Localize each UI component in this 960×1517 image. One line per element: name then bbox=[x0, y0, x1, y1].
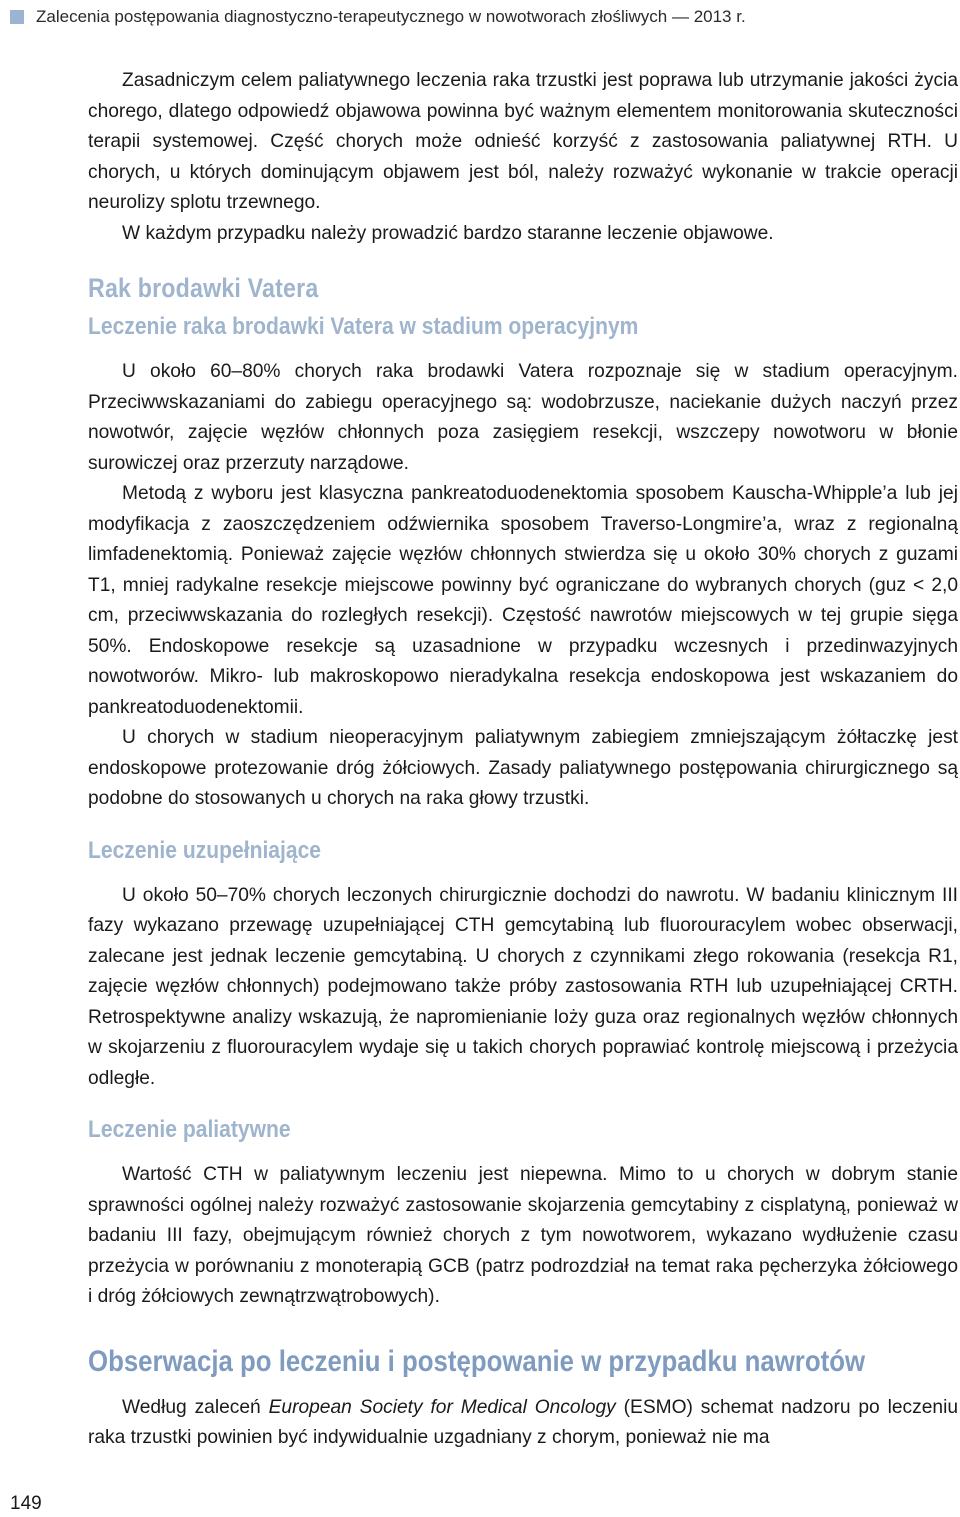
section-title-followup: Obserwacja po leczeniu i postępowanie w przypadku nawrotów bbox=[88, 1344, 866, 1378]
square-bullet-icon bbox=[10, 10, 24, 24]
section-subtitle-vater-operable: Leczenie raka brodawki Vatera w stadium operacyjnym bbox=[88, 313, 639, 340]
section-title-vater: Rak brodawki Vatera bbox=[88, 273, 319, 303]
page-content bbox=[88, 66, 958, 1454]
followup-text-italic: European Society for Medical Oncology bbox=[268, 1396, 616, 1418]
followup-text-before: Według zaleceń bbox=[122, 1396, 269, 1418]
adjuvant-paragraph-1: U około 50–70% chorych leczonych chirurgicznie dochodzi do nawrotu. W badaniu klinicznym III fazy wykazano przewagę uzupełniającej CTH gemcytabiną lub fluorouracylem wobec obserwacji, zalecane jest jednak leczenie gemcytabiną. U chorych z czynnikami złego rokowania (resekcja R1, zajęcie węzłów chłonnych) podejmowano także próby zastosowania RTH lub uzupełniającej CRTH. Retrospektywne analizy wskazują, że napromienianie loży guza oraz regionalnych węzłów chłonnych w skojarzeniu z fluorouracylem wydaje się u takich chorych poprawiać kontrolę miejscową i przeżycia odległe. bbox=[88, 884, 958, 1089]
followup-paragraph-1 bbox=[88, 1393, 958, 1454]
intro-paragraph-2: W każdym przypadku należy prowadzić bardzo staranne leczenie objawowe. bbox=[122, 222, 774, 244]
running-header bbox=[10, 6, 746, 28]
section-title-palliative: Leczenie paliatywne bbox=[88, 1116, 291, 1143]
page-number: 149 bbox=[10, 1493, 42, 1514]
running-header-title: Zalecenia postępowania diagnostyczno-terapeutycznego w nowotworach złośliwych — 2013 r. bbox=[36, 7, 746, 26]
followup-text-after: (ESMO) schemat nadzoru po leczeniu raka trzustki powinien być indywidualnie uzgadniany z chorym, ponieważ nie ma bbox=[88, 1396, 958, 1448]
vater-paragraph-2: Metodą z wyboru jest klasyczna pankreatoduodenektomia sposobem Kauscha-Whipple’a lub jej modyfikacja z zaoszczędzeniem odźwiernika sposobem Traverso-Longmire’a, wraz z regionalną limfadenektomią. Ponieważ zajęcie węzłów chłonnych stwierdza się u około 30% chorych z guzami T1, mniej radykalne resekcje miejscowe powinny być ograniczane do wybranych chorych (guz < 2,0 cm, przeciwwskazania do rozległych resekcji). Częstość nawrotów miejscowych w tej grupie sięga 50%. Endoskopowe resekcje są uzasadnione w przypadku wczesnych i przedinwazyjnych nowotworów. Mikro- lub makroskopowo nieradykalna resekcja endoskopowa jest wskazaniem do pankreatoduodenektomii. bbox=[88, 483, 958, 718]
vater-paragraph-1: U około 60–80% chorych raka brodawki Vatera rozpoznaje się w stadium operacyjnym. Przeciwwskazaniami do zabiegu operacyjnego są: wodobrzusze, naciekanie dużych naczyń przez nowotwór, zajęcie węzłów chłonnych poza zasięgiem resekcji, wszczepy nowotworu w błonie surowiczej oraz przerzuty narządowe. bbox=[88, 361, 958, 474]
vater-paragraph-3: U chorych w stadium nieoperacyjnym paliatywnym zabiegiem zmniejszającym żółtaczkę jest endoskopowe protezowanie dróg żółciowych. Zasady paliatywnego postępowania chirurgicznego są podobne do stosowanych u chorych na raka głowy trzustki. bbox=[88, 727, 958, 809]
section-title-adjuvant: Leczenie uzupełniające bbox=[88, 836, 322, 864]
palliative-paragraph-1: Wartość CTH w paliatywnym leczeniu jest niepewna. Mimo to u chorych w dobrym stanie sprawności ogólnej należy rozważyć zastosowanie skojarzenia gemcytabiny z cisplatyną, ponieważ w badaniu III fazy, obejmującym również chorych z tym nowotworem, wykazano wydłużenie czasu przeżycia w porównaniu z monoterapią GCB (patrz podrozdział na temat raka pęcherzyka żółciowego i dróg żółciowych zewnątrzwątrobowych). bbox=[88, 1164, 958, 1307]
intro-paragraph-1: Zasadniczym celem paliatywnego leczenia raka trzustki jest poprawa lub utrzymanie jakości życia chorego, dlatego odpowiedź objawowa powinna być ważnym elementem monitorowania skuteczności terapii systemowej. Część chorych może odnieść korzyść z zastosowania paliatywnej RTH. U chorych, u których dominującym objawem jest ból, należy rozważyć wykonanie w trakcie operacji neurolizy splotu trzewnego. bbox=[88, 70, 958, 213]
